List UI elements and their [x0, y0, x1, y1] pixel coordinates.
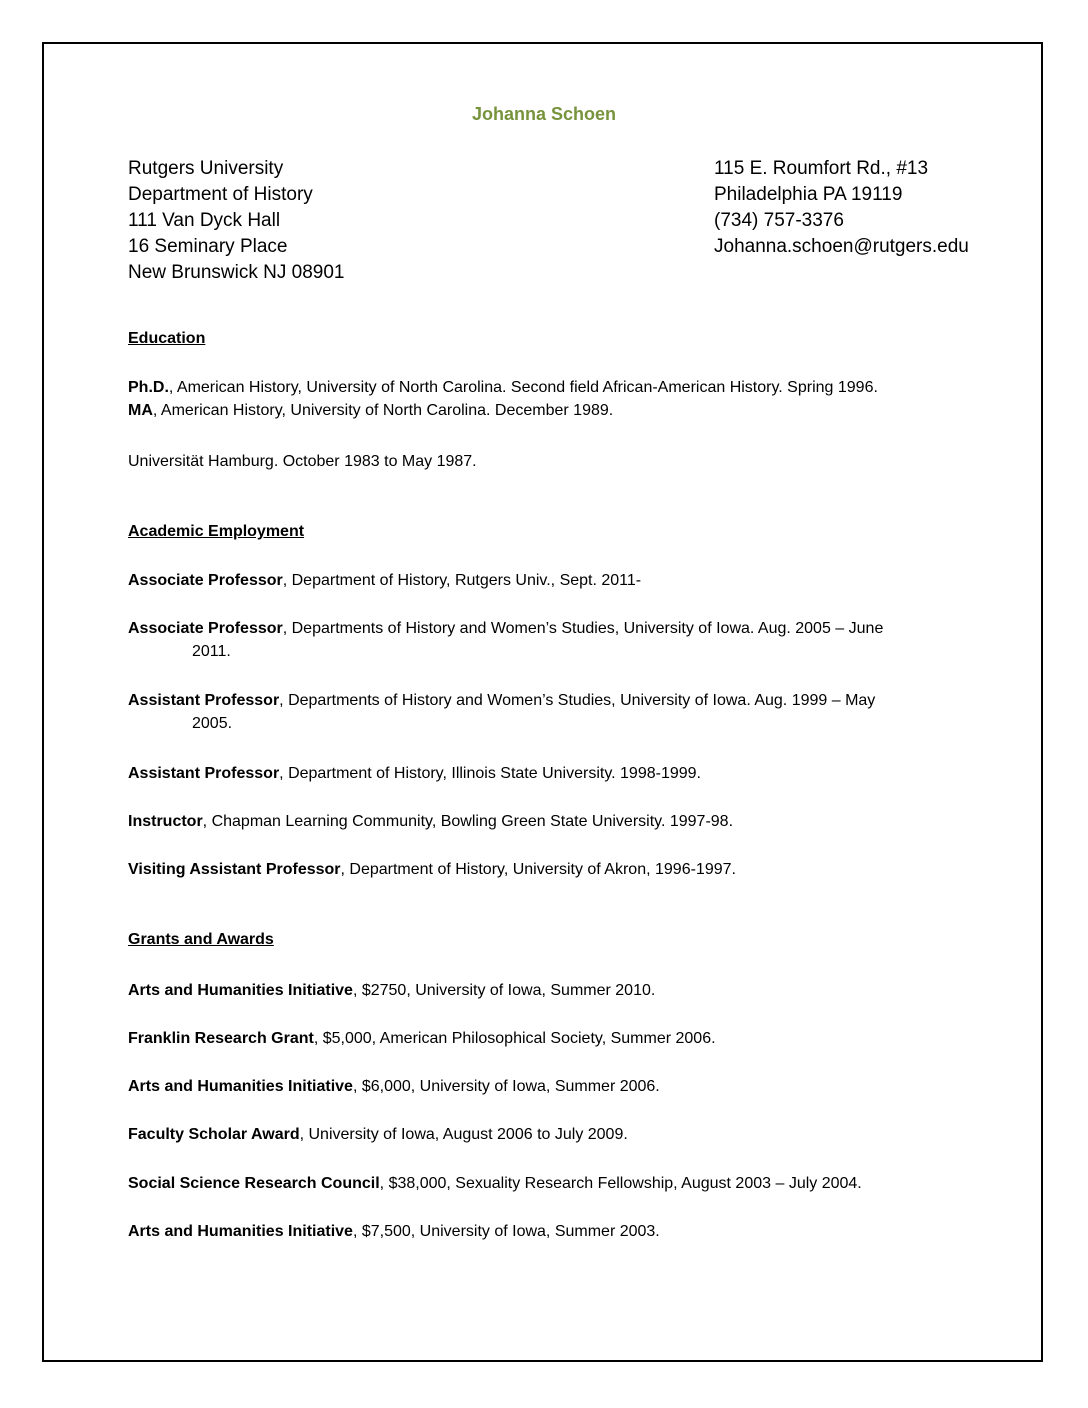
position-detail-continued: 2011. [192, 643, 231, 660]
grant-title: Social Science Research Council [128, 1175, 380, 1192]
grant-title: Arts and Humanities Initiative [128, 1223, 353, 1240]
employment-entry [128, 569, 978, 592]
degree-title: MA [128, 402, 153, 419]
address-line: 111 Van Dyck Hall [128, 210, 281, 231]
employment-entry [128, 858, 978, 881]
address-line: New Brunswick NJ 08901 [128, 262, 345, 283]
position-title: Associate Professor [128, 620, 283, 637]
employment-entry [128, 810, 978, 833]
grant-entry [128, 979, 978, 1002]
grant-entry [128, 1075, 978, 1098]
address-line: 16 Seminary Place [128, 236, 288, 257]
education-entry: Universität Hamburg. October 1983 to May 1987. [128, 453, 477, 470]
employment-entry [128, 689, 978, 735]
position-title: Assistant Professor [128, 692, 280, 709]
address-line: Rutgers University [128, 158, 284, 179]
grant-detail: , $38,000, Sexuality Research Fellowship, August 2003 – July 2004. [379, 1175, 862, 1192]
position-detail: , Departments of History and Women’s Studies, University of Iowa. Aug. 1999 – May [279, 692, 876, 709]
employment-entry [128, 617, 978, 663]
section-heading-employment: Academic Employment [128, 523, 305, 540]
degree-title: Ph.D. [128, 379, 169, 396]
grant-title: Franklin Research Grant [128, 1030, 314, 1047]
grant-detail: , $2750, University of Iowa, Summer 2010. [352, 982, 656, 999]
grant-entry [128, 1172, 978, 1195]
grant-detail: , University of Iowa, August 2006 to July 2009. [299, 1126, 628, 1143]
position-detail: , Department of History, Illinois State University. 1998-1999. [279, 765, 701, 782]
position-title: Instructor [128, 813, 203, 830]
grant-entry [128, 1027, 978, 1050]
position-detail: , Chapman Learning Community, Bowling Green State University. 1997-98. [202, 813, 734, 830]
position-title: Assistant Professor [128, 765, 280, 782]
position-detail: , Department of History, University of Akron, 1996-1997. [340, 861, 736, 878]
employment-entry [128, 762, 978, 785]
address-line: Department of History [128, 184, 313, 205]
position-detail-continued: 2005. [192, 715, 233, 732]
resume-name: Johanna Schoen [471, 104, 617, 124]
section-heading-grants: Grants and Awards [128, 931, 274, 948]
work-address-block [128, 156, 344, 286]
degree-detail: , American History, University of North Carolina. December 1989. [152, 402, 614, 419]
email-link[interactable]: Johanna.schoen@rutgers.edu [714, 236, 969, 257]
education-entry [128, 376, 978, 422]
phone-number: (734) 757-3376 [714, 210, 844, 231]
position-title: Visiting Assistant Professor [128, 861, 341, 878]
grant-entry [128, 1220, 978, 1243]
home-address-block [714, 156, 969, 260]
grant-entry [128, 1123, 978, 1146]
grant-detail: , $7,500, University of Iowa, Summer 2003. [352, 1223, 660, 1240]
position-detail: , Departments of History and Women’s Studies, University of Iowa. Aug. 2005 – June [282, 620, 884, 637]
degree-detail: , American History, University of North Carolina. Second field African-American History. Spring 1996. [168, 379, 878, 396]
grant-detail: , $5,000, American Philosophical Society, Summer 2006. [313, 1030, 716, 1047]
grant-detail: , $6,000, University of Iowa, Summer 2006. [352, 1078, 660, 1095]
address-line: 115 E. Roumfort Rd., #13 [714, 158, 929, 179]
grant-title: Arts and Humanities Initiative [128, 1078, 353, 1095]
grant-title: Faculty Scholar Award [128, 1126, 300, 1143]
position-title: Associate Professor [128, 572, 283, 589]
position-detail: , Department of History, Rutgers Univ., Sept. 2011- [282, 572, 642, 589]
grant-title: Arts and Humanities Initiative [128, 982, 353, 999]
address-line: Philadelphia PA 19119 [714, 184, 903, 205]
section-heading-education: Education [128, 330, 206, 347]
